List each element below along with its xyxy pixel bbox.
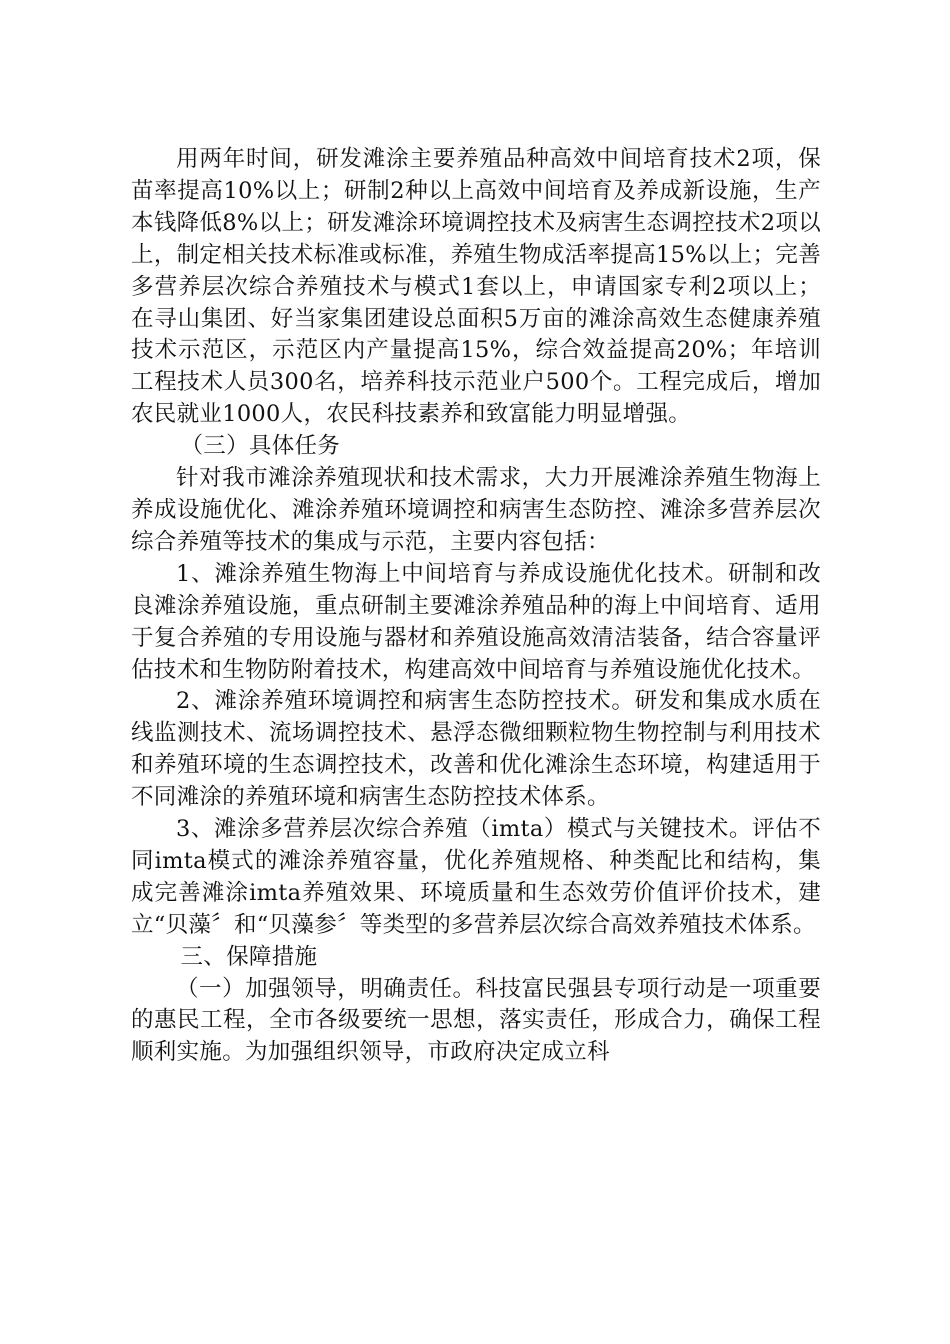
section-heading-safeguards: 三、保障措施 <box>180 943 318 970</box>
paragraph-goals: 用两年时间，研发滩涂主要养殖品种高效中间培育技术2项，保苗率提高10%以上；研制2种以上高效中间培育及养成新设施，生产本钱降低8%以上；研发滩涂环境调控技术及病害生态调控技术2项以上，制定相关技术标准或标准，养殖生物成活率提高15%以上；完善多营养层次综合养殖技术与模式1套以上，申请国家专利2项以上；在寻山集团、好当家集团建设总面积5万亩的滩涂高效生态健康养殖技术示范区，示范区内产量提高15%，综合效益提高20%；年培训工程技术人员300名，培养科技示范业户500个。工程完成后，增加农民就业1000人，农民科技素养和致富能力明显增强。 <box>131 146 821 428</box>
document-body <box>131 144 821 1069</box>
paragraph-task-2: 2、滩涂养殖环境调控和病害生态防控技术。研发和集成水质在线监测技术、流场调控技术、悬浮态微细颗粒物生物控制与利用技术和养殖环境的生态调控技术，改善和优化滩涂生态环境，构建适用于不同滩涂的养殖环境和病害生态防控技术体系。 <box>131 688 821 811</box>
paragraph-task-3: 3、滩涂多营养层次综合养殖（imta）模式与关键技术。评估不同imta模式的滩涂养殖容量，优化养殖规格、种类配比和结构，集成完善滩涂imta养殖效果、环境质量和生态效劳价值评价技术，建立“贝藻〞和“贝藻参〞等类型的多营养层次综合高效养殖技术体系。 <box>131 816 821 938</box>
paragraph-tasks-intro: 针对我市滩涂养殖现状和技术需求，大力开展滩涂养殖生物海上养成设施优化、滩涂养殖环境调控和病害生态防控、滩涂多营养层次综合养殖等技术的集成与示范，主要内容包括： <box>131 465 821 555</box>
paragraph-task-1: 1、滩涂养殖生物海上中间培育与养成设施优化技术。研制和改良滩涂养殖设施，重点研制主要滩涂养殖品种的海上中间培育、适用于复合养殖的专用设施与器材和养殖设施高效清洁装备，结合容量评估技术和生物防附着技术，构建高效中间培育与养殖设施优化技术。 <box>131 560 821 683</box>
section-heading-specific-tasks: （三）具体任务 <box>180 433 341 460</box>
paragraph-leadership: （一）加强领导，明确责任。科技富民强县专项行动是一项重要的惠民工程，全市各级要统一思想，落实责任，形成合力，确保工程顺利实施。为加强组织领导，市政府决定成立科 <box>131 975 821 1066</box>
